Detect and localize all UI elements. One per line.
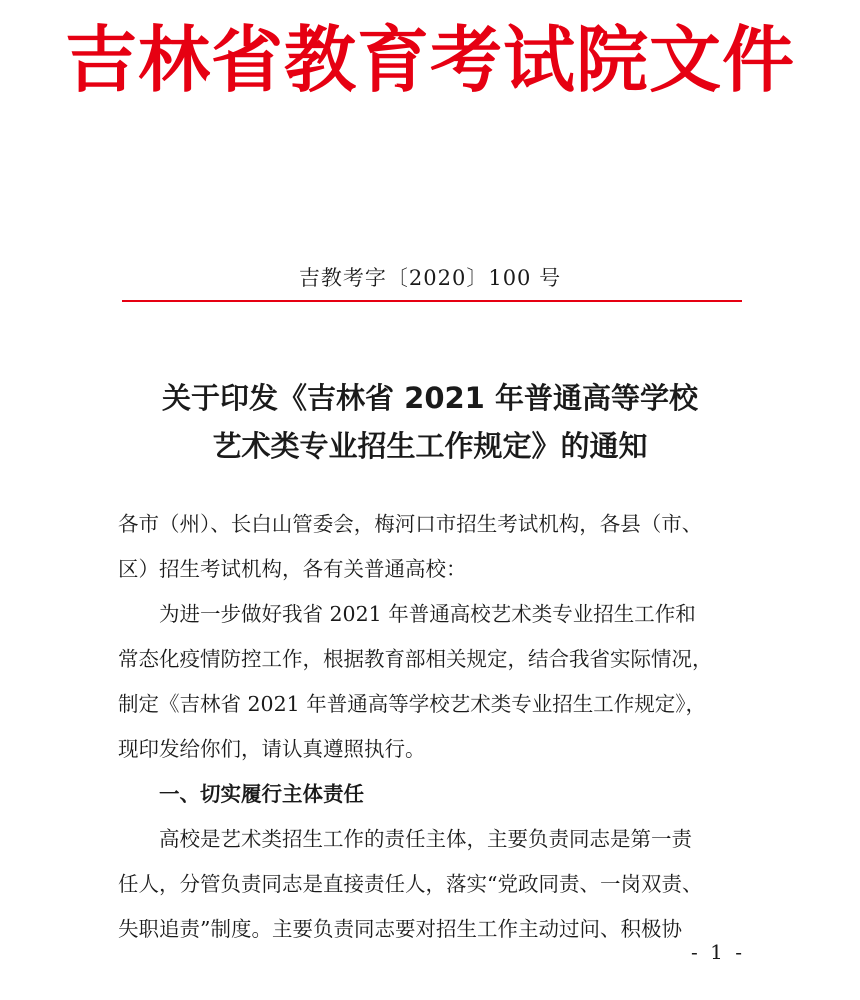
paragraph-1-line-3: 制定《吉林省 2021 年普通高等学校艺术类专业招生工作规定》， bbox=[118, 692, 706, 716]
page-number: - 1 - bbox=[691, 940, 745, 964]
section-1-heading: 一、切实履行主体责任 bbox=[159, 782, 364, 806]
notice-title bbox=[0, 374, 860, 470]
paragraph-1-line-1: 为进一步做好我省 2021 年普通高校艺术类专业招生工作和 bbox=[159, 602, 696, 626]
paragraph-2-line-2: 任人，分管负责同志是直接责任人，落实“党政同责、一岗双责、 bbox=[118, 872, 703, 896]
paragraph-2-line-1: 高校是艺术类招生工作的责任主体，主要负责同志是第一责 bbox=[159, 827, 692, 851]
notice-title-line-2: 艺术类专业招生工作规定》的通知 bbox=[212, 429, 648, 463]
paragraph-2-line-3: 失职追责”制度。主要负责同志要对招生工作主动过问、积极协 bbox=[118, 917, 682, 941]
document-body bbox=[118, 502, 758, 952]
red-separator-rule bbox=[122, 300, 742, 302]
paragraph-1-line-2: 常态化疫情防控工作，根据教育部相关规定，结合我省实际情况， bbox=[118, 647, 713, 671]
document-number: 吉教考字〔2020〕100 号 bbox=[298, 266, 562, 290]
addressee-line-1: 各市（州）、长白山管委会，梅河口市招生考试机构，各县（市、 bbox=[118, 512, 703, 536]
addressee-line-2: 区）招生考试机构，各有关普通高校： bbox=[118, 557, 467, 581]
notice-title-line-1: 关于印发《吉林省 2021 年普通高等学校 bbox=[162, 381, 698, 415]
paragraph-1-line-4: 现印发给你们，请认真遵照执行。 bbox=[118, 737, 426, 761]
issuer-header-title: 吉林省教育考试院文件 bbox=[64, 17, 795, 102]
